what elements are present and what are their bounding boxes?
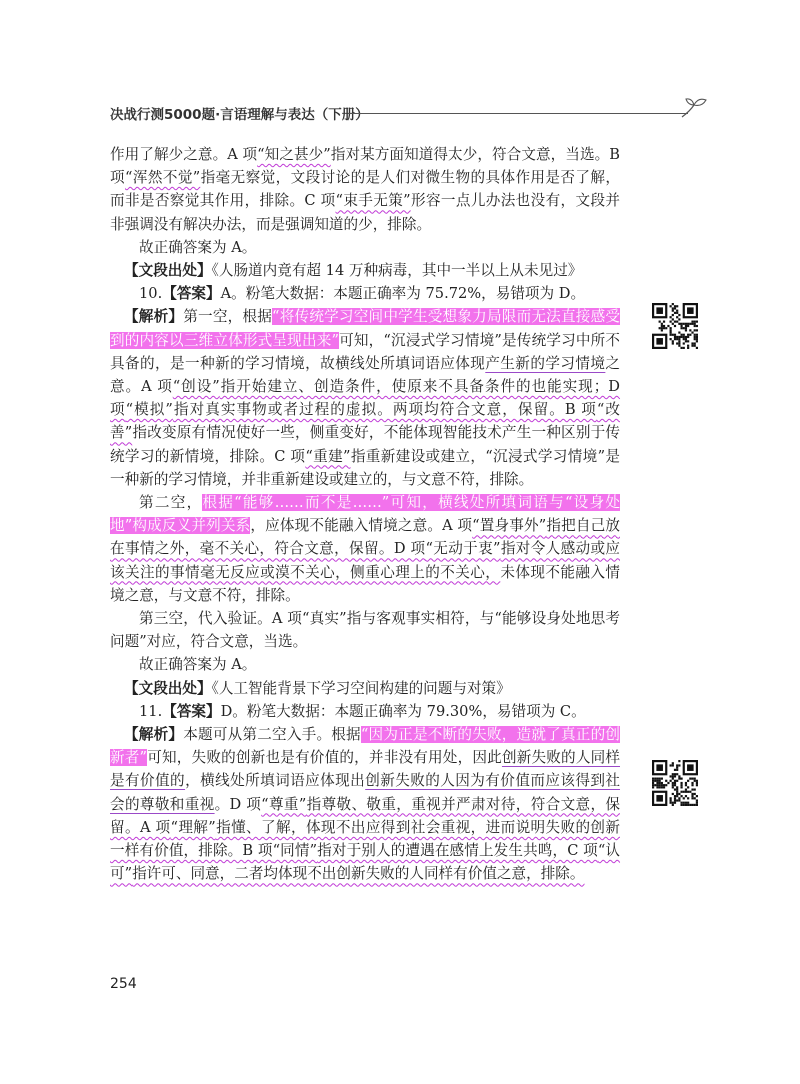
paragraph-1: 作用了解少之意。A 项“知之甚少”指对某方面知道得太少，符合文意，当选。B 项“浑然不觉”指毫无察觉，文段讨论的是人们对微生物的具体作用是否了解，而非是否察觉其作用，排除。C 项“束手无策”形容一点儿办法也没有，文段并非强调没有解决办法，而是强调知道的少，排除。 bbox=[110, 146, 620, 233]
answer-heading-11: 11.【答案】D。粉笔大数据：本题正确率为 79.30%，易错项为 C。 bbox=[139, 702, 586, 720]
third-blank-paragraph: 第三空，代入验证。A 项“真实”指与客观事实相符，与“能够设身处地思考问题”对应，符合文意，当选。 bbox=[110, 610, 620, 651]
page-number: 254 bbox=[110, 976, 137, 992]
header-divider bbox=[348, 113, 688, 114]
analysis-paragraph-11: 【解析】本题可从第二空入手。根据“因为正是不断的失败，造就了真正的创新者”可知，失败的创新也是有价值的，并非没有用处，因此创新失败的人同样是有价值的，横线处所填词语应体现出创新失败的人因为有价值而应该得到社会的尊敬和重视。D 项“尊重”指尊敬、敬重，重视并严肃对待，符合文意，保留。A 项“理解”指懂、了解，体现不出应得到社会重视，进而说明失败的创新一样有价值，排除。B 项“同情”指对于别人的遭遇在感情上发生共鸣，C 项“认可”指许可、同意，二者均体现不出创新失败的人同样有价值之意，排除。 bbox=[110, 726, 621, 883]
answer-heading-10: 10.【答案】A。粉笔大数据：本题正确率为 75.72%，易错项为 D。 bbox=[139, 285, 586, 303]
qr-code-icon[interactable] bbox=[652, 303, 698, 349]
highlight: “将传统学习空间中学生受想象力局限而无法直接感受到的内容以三维立体形式呈现出来” bbox=[110, 308, 620, 349]
highlight: “因为正是不断的失败，造就了真正的创新者” bbox=[110, 726, 620, 767]
second-blank-paragraph: 第二空，根据“能够……而不是……”可知，横线处所填词语与“设身处地”构成反义并列关系，应体现不能融入情境之意。A 项“置身事外”指把自己放在事情之外，毫不关心，符合文意，保留。D 项“无动于衷”指对令人感动或应该关注的事情毫无反应或漠不关心，侧重心理上的不关心，未体现不能融入情境之意，与文意不符，排除。 bbox=[110, 494, 620, 604]
qr-code-icon[interactable] bbox=[652, 760, 698, 806]
book-title: 决战行测5000题·言语理解与表达（下册） bbox=[110, 107, 369, 123]
answer-line: 故正确答案为 A。 bbox=[139, 656, 257, 674]
answer-line: 故正确答案为 A。 bbox=[139, 238, 257, 256]
highlight: 根据“能够……而不是……”可知，横线处所填词语与“设身处地”构成反义并列关系 bbox=[110, 494, 620, 535]
page-body bbox=[110, 143, 620, 886]
source-line: 【文段出处】《人肠道内竟有超 14 万种病毒，其中一半以上从未见过》 bbox=[124, 262, 583, 280]
page-header bbox=[110, 103, 710, 125]
source-line: 【文段出处】《人工智能背景下学习空间构建的问题与对策》 bbox=[124, 679, 511, 697]
leaf-icon bbox=[680, 97, 708, 119]
analysis-paragraph-10: 【解析】第一空，根据“将传统学习空间中学生受想象力局限而无法直接感受到的内容以三维立体形式呈现出来”可知，“沉浸式学习情境”是传统学习中所不具备的，是一种新的学习情境，故横线处所填词语应体现产生新的学习情境之意。A 项“创设”指开始建立、创造条件，使原来不具备条件的也能实现；D 项“模拟”指对真实事物或者过程的虚拟。两项均符合文意，保留。B 项“改善”指改变原有情况使好一些，侧重变好，不能体现智能技术产生一种区别于传统学习的新情境，排除。C 项“重建”指重新建设或建立，“沉浸式学习情境”是一种新的学习情境，并非重新建设或建立的，与文意不符，排除。 bbox=[110, 308, 621, 488]
